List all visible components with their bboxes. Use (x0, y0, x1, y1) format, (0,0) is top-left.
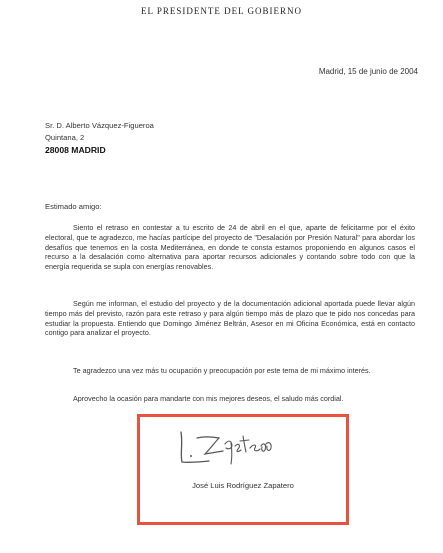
letter-date: Madrid, 15 de junio de 2004 (318, 67, 418, 76)
recipient-city: 28008 MADRID (45, 145, 106, 155)
salutation: Estimado amigo: (45, 202, 102, 211)
body-paragraph: Siento el retraso en contestar a tu escrito de 24 de abril en el que, aparte de felicitarme por el éxito electoral, que te agradezco, me hacías partícipe del proyecto de "Desalación por Presión Natural" para abordar los desafíos que tenemos en la costa Mediterránea, en donde te consta estamos proponiendo en algunos casos el recurso a la desalación como alternativa para aportar recursos adicionales y contando sobre todo con que la energía requerida se supla con energías renovables. (45, 223, 415, 272)
recipient-address (45, 120, 154, 156)
body-paragraph: Aprovecho la ocasión para mandarte con mis mejores deseos, el saludo más cordial. (73, 394, 344, 403)
recipient-name: Sr. D. Alberto Vázquez-Figueroa (45, 121, 154, 130)
body-paragraph: Según me informan, el estudio del proyecto y de la documentación adicional aportada puede llevar algún tiempo más del previsto, razón para este retraso y para algún tiempo más de plazo que te pido nos concedas para estudiar la propuesta. Entiendo que Domingo Jiménez Beltrán, Asesor en mi Oficina Económica, está en contacto contigo para analizar el proyecto. (45, 299, 415, 338)
letterhead: EL PRESIDENTE DEL GOBIERNO (140, 6, 303, 16)
signer-name: José Luis Rodríguez Zapatero (192, 481, 294, 490)
handwritten-signature (175, 426, 275, 468)
recipient-street: Quintana, 2 (45, 133, 85, 142)
signature-block (137, 414, 349, 525)
body-paragraph: Te agradezco una vez más tu ocupación y preocupación por este tema de mi máximo interés. (73, 366, 371, 375)
